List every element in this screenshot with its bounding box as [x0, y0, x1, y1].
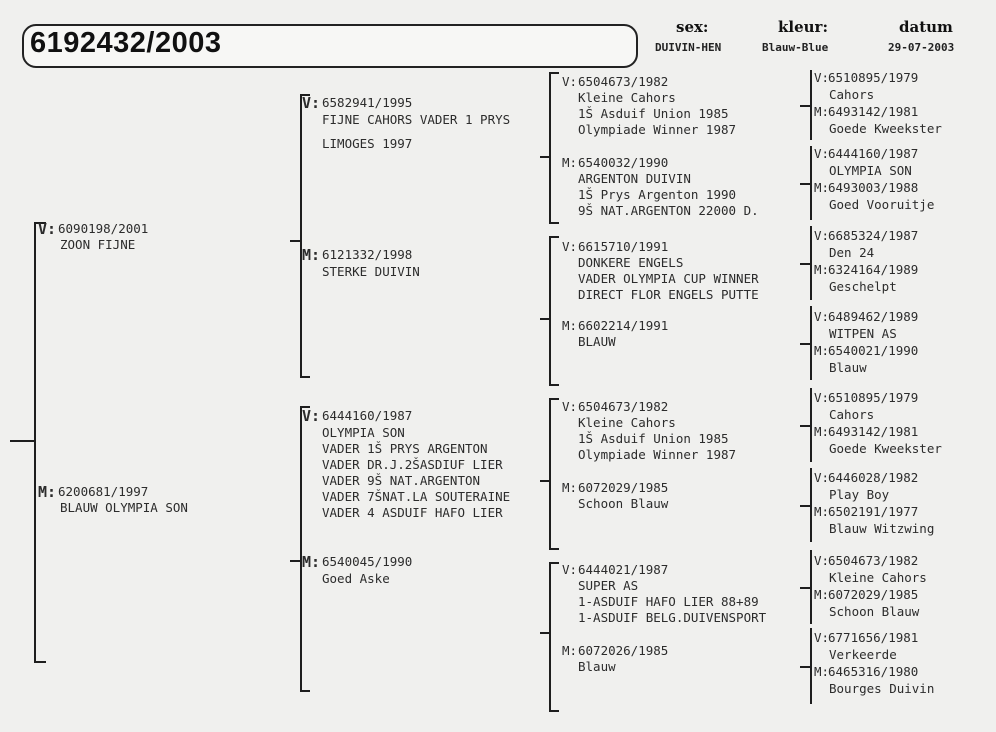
- ring-number: 6072029/1985: [578, 480, 669, 495]
- ring-number: 6121332/1998: [322, 247, 413, 262]
- parent-prefix: M:: [302, 246, 321, 264]
- bracket-gen4-stem: [800, 105, 811, 107]
- ring-number: 6493142/1981: [828, 424, 919, 439]
- parent-prefix: M:: [302, 553, 321, 571]
- pigeon-description: VADER OLYMPIA CUP WINNER: [578, 271, 759, 286]
- pigeon-description: LIMOGES 1997: [322, 136, 413, 151]
- parent-prefix: V:: [814, 70, 830, 85]
- bracket-gen3-top: [549, 398, 559, 400]
- color-value: Blauw-Blue: [762, 41, 829, 54]
- bracket-gen4-stem: [800, 263, 811, 265]
- pigeon-description: Kleine Cahors: [578, 415, 676, 430]
- pigeon-description: DIRECT FLOR ENGELS PUTTE: [578, 287, 759, 302]
- pigeon-description: Olympiade Winner 1987: [578, 122, 737, 137]
- bracket-gen1-bottom: [34, 661, 46, 663]
- parent-prefix: V:: [38, 220, 57, 238]
- pigeon-name: WITPEN AS: [829, 326, 897, 341]
- parent-prefix: V:: [302, 407, 321, 425]
- pigeon-description: VADER 1Š PRYS ARGENTON: [322, 441, 488, 456]
- bracket-gen3-top: [549, 562, 559, 564]
- ring-number: 6090198/2001: [58, 221, 149, 236]
- pigeon-description: OLYMPIA SON: [322, 425, 405, 440]
- pigeon-description: VADER 7ŠNAT.LA SOUTERAINE: [322, 489, 511, 504]
- pigeon-description: VADER 9Š NAT.ARGENTON: [322, 473, 481, 488]
- parent-prefix: M:: [562, 480, 578, 495]
- ring-number: 6446028/1982: [828, 470, 919, 485]
- parent-prefix: M:: [814, 664, 830, 679]
- parent-prefix: M:: [814, 104, 830, 119]
- ring-number: 6510895/1979: [828, 390, 919, 405]
- ring-number: 6493142/1981: [828, 104, 919, 119]
- bracket-gen3-top: [549, 236, 559, 238]
- pigeon-description: FIJNE CAHORS VADER 1 PRYS: [322, 112, 511, 127]
- pigeon-name: Goede Kweekster: [829, 441, 942, 456]
- pigeon-description: Olympiade Winner 1987: [578, 447, 737, 462]
- pigeon-name: OLYMPIA SON: [829, 163, 912, 178]
- pigeon-name: Goed Vooruitje: [829, 197, 935, 212]
- bracket-gen2-bottom: [300, 376, 310, 378]
- bracket-gen3-stem: [540, 318, 551, 320]
- parent-prefix: M:: [562, 155, 578, 170]
- pigeon-description: SUPER AS: [578, 578, 639, 593]
- parent-prefix: M:: [814, 180, 830, 195]
- parent-prefix: M:: [814, 504, 830, 519]
- bracket-gen2-stem: [290, 560, 302, 562]
- bracket-gen4-stem: [800, 425, 811, 427]
- pigeon-name: Play Boy: [829, 487, 890, 502]
- bracket-gen4-stem: [800, 183, 811, 185]
- pigeon-description: BLAUW: [578, 334, 616, 349]
- ring-number: 6510895/1979: [828, 70, 919, 85]
- parent-prefix: V:: [302, 94, 321, 112]
- pigeon-name: Blauw Witzwing: [829, 521, 935, 536]
- pigeon-description: Kleine Cahors: [578, 90, 676, 105]
- bracket-gen2-stem: [290, 240, 302, 242]
- bracket-gen3-stem: [540, 632, 551, 634]
- bracket-gen2-bottom: [300, 690, 310, 692]
- bracket-gen2: [300, 94, 302, 376]
- parent-prefix: M:: [562, 318, 578, 333]
- parent-prefix: V:: [562, 74, 578, 89]
- color-label: kleur:: [778, 18, 828, 36]
- ring-number: 6444021/1987: [578, 562, 669, 577]
- sex-value: DUIVIN-HEN: [655, 41, 722, 54]
- parent-prefix: V:: [562, 562, 578, 577]
- pigeon-name: Bourges Duivin: [829, 681, 935, 696]
- ring-number: 6504673/1982: [578, 399, 669, 414]
- parent-prefix: V:: [814, 390, 830, 405]
- pigeon-description: 9Š NAT.ARGENTON 22000 D.: [578, 203, 759, 218]
- pigeon-name: Verkeerde: [829, 647, 897, 662]
- parent-prefix: V:: [814, 630, 830, 645]
- ring-number: 6685324/1987: [828, 228, 919, 243]
- bracket-gen4-stem: [800, 343, 811, 345]
- parent-prefix: M:: [814, 587, 830, 602]
- ring-number: 6771656/1981: [828, 630, 919, 645]
- pigeon-description: VADER 4 ASDUIF HAFO LIER: [322, 505, 503, 520]
- bracket-gen4-stem: [800, 587, 811, 589]
- parent-prefix: M:: [814, 343, 830, 358]
- pigeon-name: Blauw: [829, 360, 867, 375]
- ring-number: 6582941/1995: [322, 95, 413, 110]
- bracket-gen1-stem: [10, 440, 34, 442]
- bracket-gen3-stem: [540, 156, 551, 158]
- bracket-gen3: [549, 72, 551, 222]
- ring-number: 6540021/1990: [828, 343, 919, 358]
- ring-number: 6602214/1991: [578, 318, 669, 333]
- sex-label: sex:: [676, 18, 709, 36]
- parent-prefix: V:: [562, 399, 578, 414]
- pigeon-description: VADER DR.J.2ŠASDIUF LIER: [322, 457, 503, 472]
- parent-prefix: V:: [814, 309, 830, 324]
- pigeon-name: Geschelpt: [829, 279, 897, 294]
- pigeon-description: 1-ASDUIF HAFO LIER 88+89: [578, 594, 759, 609]
- pigeon-description: 1-ASDUIF BELG.DUIVENSPORT: [578, 610, 767, 625]
- parent-prefix: M:: [814, 262, 830, 277]
- pigeon-description: Blauw: [578, 659, 616, 674]
- parent-prefix: V:: [562, 239, 578, 254]
- bracket-gen3-bottom: [549, 548, 559, 550]
- pigeon-name: Den 24: [829, 245, 875, 260]
- pigeon-description: Goed Aske: [322, 571, 390, 586]
- pigeon-name: Goede Kweekster: [829, 121, 942, 136]
- bracket-gen3-stem: [540, 480, 551, 482]
- bracket-gen3-top: [549, 72, 559, 74]
- bracket-gen3-bottom: [549, 384, 559, 386]
- parent-prefix: V:: [814, 228, 830, 243]
- ring-number: 6444160/1987: [828, 146, 919, 161]
- ring-number: 6504673/1982: [578, 74, 669, 89]
- bracket-gen1: [34, 222, 36, 663]
- ring-number: 6444160/1987: [322, 408, 413, 423]
- pigeon-description: 1Š Asduif Union 1985: [578, 431, 729, 446]
- pigeon-description: ARGENTON DUIVIN: [578, 171, 691, 186]
- pigeon-name: Cahors: [829, 87, 875, 102]
- ring-number: 6324164/1989: [828, 262, 919, 277]
- pigeon-description: Schoon Blauw: [578, 496, 669, 511]
- pigeon-description: ZOON FIJNE: [60, 237, 136, 252]
- ring-number: 6540032/1990: [578, 155, 669, 170]
- pigeon-description: STERKE DUIVIN: [322, 264, 420, 279]
- bracket-gen4-stem: [800, 666, 811, 668]
- parent-prefix: V:: [814, 146, 830, 161]
- parent-prefix: M:: [562, 643, 578, 658]
- bracket-gen2: [300, 406, 302, 690]
- bracket-gen3: [549, 236, 551, 384]
- pigeon-description: 1Š Asduif Union 1985: [578, 106, 729, 121]
- ring-number: 6465316/1980: [828, 664, 919, 679]
- parent-prefix: V:: [814, 553, 830, 568]
- parent-prefix: M:: [38, 483, 57, 501]
- date-value: 29-07-2003: [888, 41, 955, 54]
- bracket-gen3-bottom: [549, 710, 559, 712]
- ring-number: 6200681/1997: [58, 484, 149, 499]
- ring-number: 6489462/1989: [828, 309, 919, 324]
- ring-number: 6493003/1988: [828, 180, 919, 195]
- ring-number: 6072029/1985: [828, 587, 919, 602]
- ring-number: 6502191/1977: [828, 504, 919, 519]
- pigeon-description: DONKERE ENGELS: [578, 255, 684, 270]
- ring-number: 6540045/1990: [322, 554, 413, 569]
- pigeon-name: Cahors: [829, 407, 875, 422]
- parent-prefix: M:: [814, 424, 830, 439]
- bracket-gen4-stem: [800, 505, 811, 507]
- bracket-gen3: [549, 562, 551, 710]
- ring-number: 6615710/1991: [578, 239, 669, 254]
- pigeon-name: Schoon Blauw: [829, 604, 920, 619]
- date-label: datum: [899, 18, 953, 36]
- ring-number: 6072026/1985: [578, 643, 669, 658]
- bracket-gen3: [549, 398, 551, 548]
- pigeon-description: BLAUW OLYMPIA SON: [60, 500, 188, 515]
- pigeon-name: Kleine Cahors: [829, 570, 927, 585]
- ring-number: 6504673/1982: [828, 553, 919, 568]
- pigeon-description: 1Š Prys Argenton 1990: [578, 187, 737, 202]
- bracket-gen3-bottom: [549, 222, 559, 224]
- parent-prefix: V:: [814, 470, 830, 485]
- ring-number: 6192432/2003: [30, 27, 222, 59]
